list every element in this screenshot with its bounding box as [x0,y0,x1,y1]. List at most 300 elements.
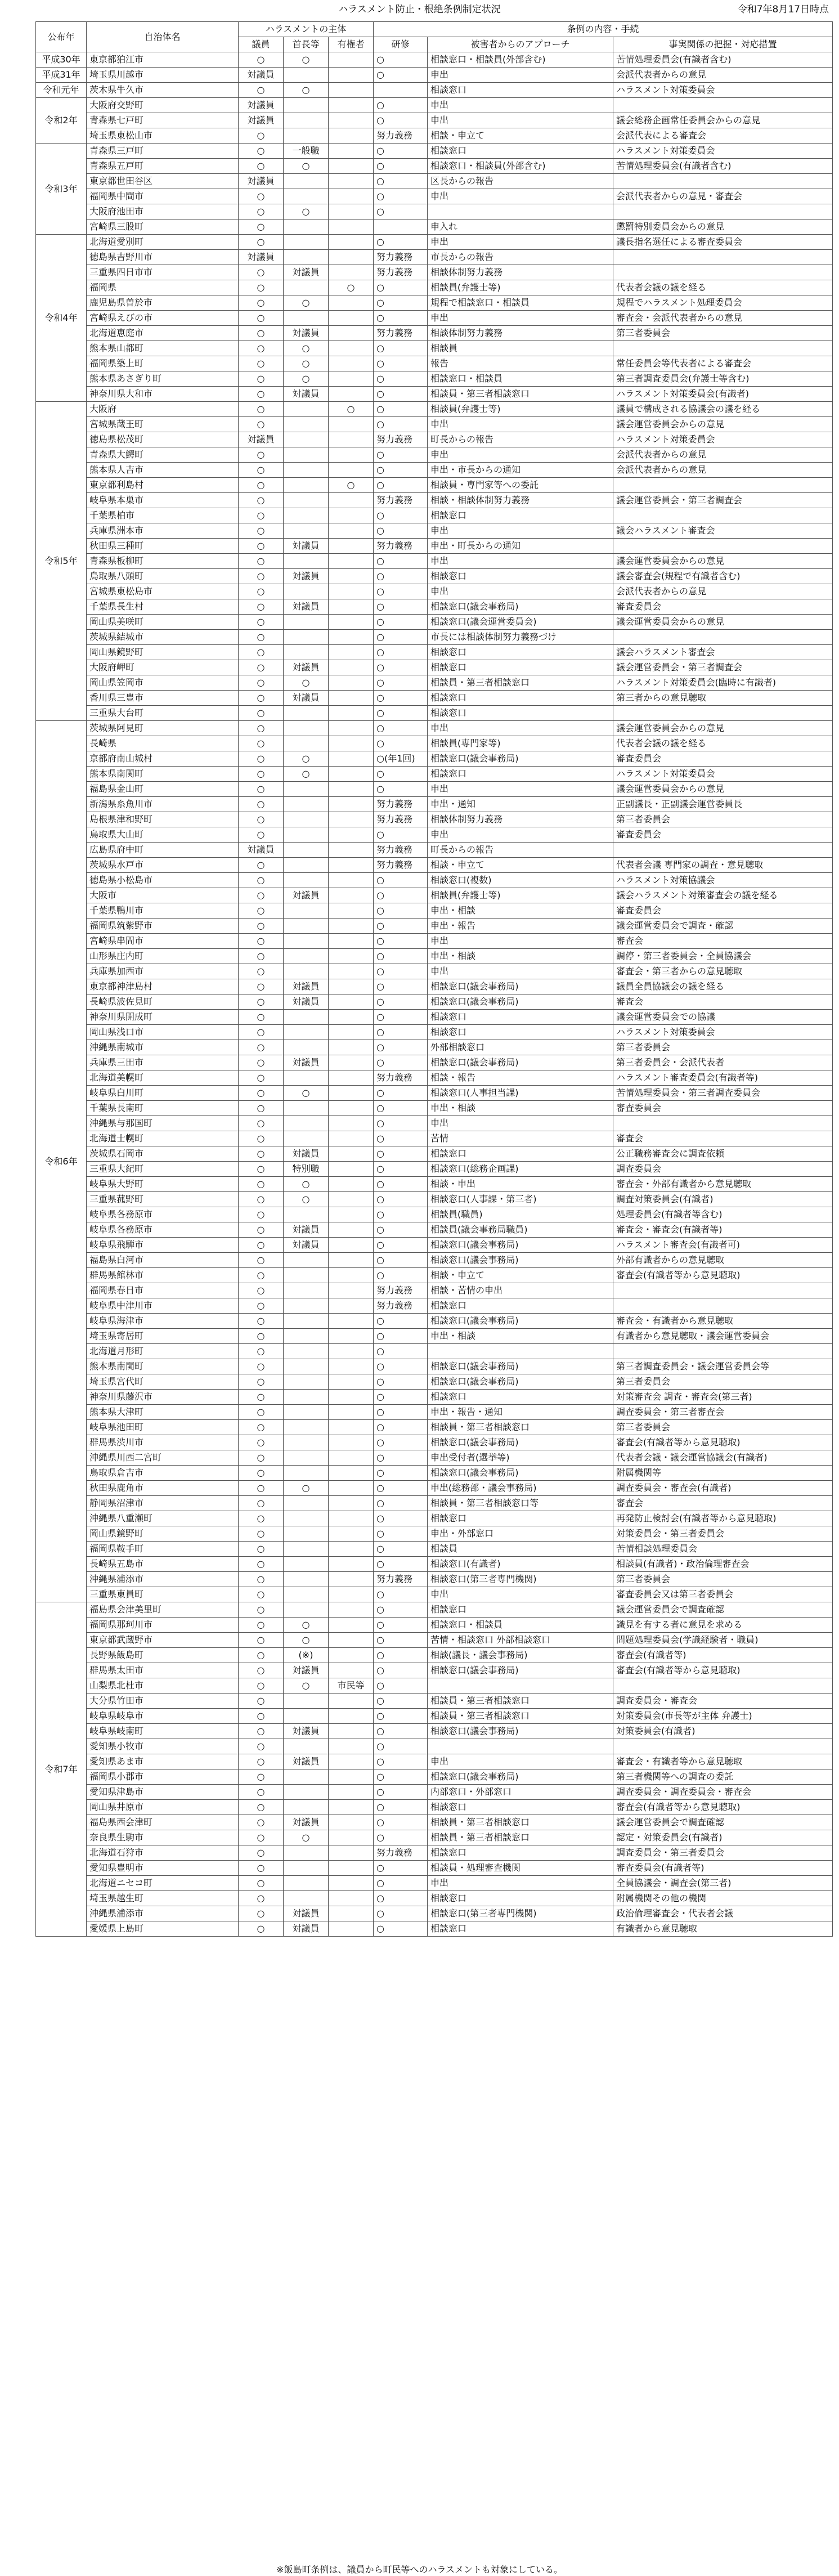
response-cell: 審査会(有識者等から意見聴取) [613,1435,833,1450]
shucho-cell [284,858,329,873]
table-row [36,979,833,994]
shucho-cell: 対議員 [284,994,329,1010]
ordinance-table [35,21,833,1937]
response-cell: 第三者委員会 [613,1040,833,1055]
table-row [36,1146,833,1162]
shucho-cell: 対議員 [284,569,329,584]
approach-cell: 相談窓口(議会事務局) [428,994,613,1010]
giin-cell: ○ [239,417,284,432]
approach-cell: 申出 [428,782,613,797]
response-cell: 有識者から意見聴取・議会運営委員会 [613,1329,833,1344]
kenshu-cell: ○ [374,1040,428,1055]
kenshu-cell: ○ [374,569,428,584]
response-cell: 審査委員会 [613,751,833,767]
table-row [36,858,833,873]
municipality-cell: 東京都世田谷区 [87,174,239,189]
municipality-cell: 東京都神津島村 [87,979,239,994]
approach-cell: 申出 [428,68,613,83]
yukensha-cell [329,1420,374,1435]
kenshu-cell: ○ [374,782,428,797]
yukensha-cell [329,128,374,144]
municipality-cell: 岐阜県本巣市 [87,493,239,508]
giin-cell: ○ [239,1298,284,1314]
giin-cell: ○ [239,751,284,767]
kenshu-cell: ○ [374,1800,428,1815]
table-row [36,615,833,630]
municipality-cell: 大阪市 [87,888,239,903]
yukensha-cell [329,1633,374,1648]
approach-cell: 相談員・第三者相談窓口 [428,1709,613,1724]
municipality-cell: 青森県大鰐町 [87,447,239,463]
response-cell: 審査会 [613,934,833,949]
yukensha-cell [329,1405,374,1420]
kenshu-cell: ○ [374,1314,428,1329]
shucho-cell [284,615,329,630]
approach-cell: 申出 [428,235,613,250]
giin-cell: ○ [239,1739,284,1754]
giin-cell: ○ [239,219,284,235]
kenshu-cell: ○ [374,1405,428,1420]
kenshu-cell: ○ [374,1146,428,1162]
kenshu-cell: ○ [374,767,428,782]
table-row [36,52,833,68]
shucho-cell [284,1253,329,1268]
shucho-cell: 特別職 [284,1162,329,1177]
table-row [36,1283,833,1298]
municipality-cell: 群馬県館林市 [87,1268,239,1283]
giin-cell: ○ [239,706,284,721]
response-cell: 議員全員協議会の議を経る [613,979,833,994]
approach-cell: 相談員 [428,341,613,356]
kenshu-cell: ○ [374,645,428,660]
shucho-cell: ○ [284,1618,329,1633]
giin-cell: ○ [239,1131,284,1146]
approach-cell: 相談窓口 [428,660,613,675]
response-cell: ハラスメント対策委員会 [613,1025,833,1040]
approach-cell: 相談窓口・相談員(外部含む) [428,159,613,174]
response-cell: 第三者委員会 [613,1572,833,1587]
year-cell: 令和3年 [36,144,87,235]
municipality-cell: 愛知県小牧市 [87,1739,239,1754]
yukensha-cell [329,98,374,113]
shucho-cell [284,1602,329,1618]
giin-cell: ○ [239,52,284,68]
approach-cell: 相談窓口 [428,691,613,706]
yukensha-cell [329,1724,374,1739]
table-row [36,1800,833,1815]
table-row [36,1481,833,1496]
shucho-cell: 対議員 [284,1906,329,1921]
kenshu-cell: ○ [374,523,428,539]
table-row [36,539,833,554]
municipality-cell: 岐阜県飛騨市 [87,1238,239,1253]
shucho-cell: 対議員 [284,1754,329,1769]
kenshu-cell: ○ [374,1876,428,1891]
response-cell: 会派代表者からの意見 [613,463,833,478]
response-cell: 議会ハラスメント対策審査会の議を経る [613,888,833,903]
municipality-cell: 福岡県中間市 [87,189,239,204]
response-cell: 審査会(有識者等) [613,1648,833,1663]
table-row [36,235,833,250]
yukensha-cell [329,1146,374,1162]
table-row [36,493,833,508]
municipality-cell: 北海道恵庭市 [87,326,239,341]
table-row [36,675,833,691]
approach-cell: 相談窓口(議会事務局) [428,1359,613,1374]
giin-cell: ○ [239,1405,284,1420]
yukensha-cell [329,1815,374,1830]
table-row [36,402,833,417]
kenshu-cell: ○ [374,979,428,994]
table-row [36,478,833,493]
municipality-cell: 三重県菰野町 [87,1192,239,1207]
yukensha-cell [329,1572,374,1587]
table-row [36,295,833,311]
table-row [36,1557,833,1572]
kenshu-cell: ○ [374,994,428,1010]
approach-cell: 申出 [428,964,613,979]
kenshu-cell: ○ [374,1238,428,1253]
approach-cell: 相談窓口(議会事務局) [428,1238,613,1253]
giin-cell: ○ [239,584,284,599]
yukensha-cell [329,736,374,751]
approach-cell: 申出 [428,1876,613,1891]
shucho-cell: 対議員 [284,326,329,341]
municipality-cell: 東京都武蔵野市 [87,1633,239,1648]
approach-cell: 相談窓口 [428,767,613,782]
shucho-cell: 対議員 [284,1222,329,1238]
yukensha-cell [329,174,374,189]
approach-cell: 申出・相談 [428,1101,613,1116]
approach-cell: 相談窓口 [428,1891,613,1906]
shucho-cell [284,1496,329,1511]
giin-cell: ○ [239,1283,284,1298]
kenshu-cell: ○ [374,1390,428,1405]
approach-cell: 相談窓口 [428,1390,613,1405]
approach-cell: 申出 [428,189,613,204]
approach-cell: 相談窓口・相談員 [428,1618,613,1633]
approach-cell: 報告 [428,356,613,371]
yukensha-cell [329,751,374,767]
yukensha-cell [329,782,374,797]
approach-cell: 相談・申立て [428,1268,613,1283]
giin-cell: ○ [239,508,284,523]
yukensha-cell [329,311,374,326]
yukensha-cell [329,1238,374,1253]
approach-cell: 相談窓口(議会事務局) [428,1055,613,1070]
shucho-cell [284,493,329,508]
approach-cell: 相談員・第三者相談窓口 [428,1830,613,1845]
approach-cell [428,1678,613,1694]
giin-cell: ○ [239,1040,284,1055]
table-row [36,1374,833,1390]
giin-cell: ○ [239,1177,284,1192]
yukensha-cell [329,523,374,539]
kenshu-cell: ○ [374,584,428,599]
approach-cell: 相談窓口 [428,1800,613,1815]
response-cell: 附属機関等 [613,1466,833,1481]
giin-cell: ○ [239,1876,284,1891]
municipality-cell: 静岡県沼津市 [87,1496,239,1511]
giin-cell: ○ [239,1800,284,1815]
municipality-cell: 北海道月形町 [87,1344,239,1359]
response-cell: 第三者委員会・会派代表者 [613,1055,833,1070]
municipality-cell: 沖縄県浦添市 [87,1906,239,1921]
table-row [36,554,833,569]
yukensha-cell [329,1268,374,1283]
shucho-cell [284,1131,329,1146]
shucho-cell: ○ [284,295,329,311]
approach-cell: 相談窓口 [428,144,613,159]
kenshu-cell: ○ [374,1192,428,1207]
year-cell: 令和2年 [36,98,87,144]
kenshu-cell: ○ [374,1055,428,1070]
approach-cell: 市長には相談体制努力義務づけ [428,630,613,645]
shucho-cell: ○ [284,1678,329,1694]
giin-cell: ○ [239,1146,284,1162]
municipality-cell: 福岡県筑紫野市 [87,919,239,934]
response-cell: 相談員(有識者)・政治倫理審査会 [613,1557,833,1572]
approach-cell: 相談窓口 [428,508,613,523]
giin-cell: ○ [239,265,284,280]
kenshu-cell: ○ [374,630,428,645]
shucho-cell: (※) [284,1648,329,1663]
municipality-cell: 三重県東員町 [87,1587,239,1602]
response-cell: 常任委員会等代表者による審査会 [613,356,833,371]
approach-cell: 相談窓口 [428,1298,613,1314]
shucho-cell [284,1359,329,1374]
kenshu-cell: ○ [374,1177,428,1192]
response-cell: 調査委員会・第三者審査会 [613,1405,833,1420]
approach-cell: 相談窓口 [428,83,613,98]
shucho-cell: 一般職 [284,144,329,159]
municipality-cell: 岡山県美咲町 [87,615,239,630]
table-row [36,1359,833,1374]
kenshu-cell: ○ [374,1010,428,1025]
response-cell: 議会総務企画常任委員会からの意見 [613,113,833,128]
kenshu-cell: ○ [374,949,428,964]
table-row [36,767,833,782]
giin-cell: ○ [239,1481,284,1496]
approach-cell: 相談・申出 [428,1177,613,1192]
yukensha-cell [329,1010,374,1025]
table-row [36,1845,833,1861]
approach-cell: 申出・報告 [428,919,613,934]
yukensha-cell [329,493,374,508]
table-row [36,706,833,721]
yukensha-cell [329,554,374,569]
response-cell: 調査委員会・審査会(有識者) [613,1481,833,1496]
response-cell: 識見を有する者に意見を求める [613,1618,833,1633]
giin-cell: ○ [239,1450,284,1466]
response-cell [613,706,833,721]
giin-cell: ○ [239,934,284,949]
year-cell: 平成31年 [36,68,87,83]
giin-cell: ○ [239,83,284,98]
yukensha-cell [329,1861,374,1876]
shucho-cell [284,1785,329,1800]
response-cell: 第三者委員会 [613,812,833,827]
table-row [36,1177,833,1192]
header-kenshu: 研修 [374,37,428,52]
shucho-cell [284,1557,329,1572]
municipality-cell: 千葉県長生村 [87,599,239,615]
shucho-cell [284,812,329,827]
yukensha-cell [329,1025,374,1040]
municipality-cell: 熊本県大津町 [87,1405,239,1420]
response-cell [613,508,833,523]
kenshu-cell: ○ [374,660,428,675]
yukensha-cell [329,417,374,432]
giin-cell: ○ [239,1663,284,1678]
approach-cell: 相談窓口(人事課・第三者) [428,1192,613,1207]
table-row [36,630,833,645]
giin-cell: ○ [239,1314,284,1329]
approach-cell: 相談窓口(議会事務局) [428,1663,613,1678]
response-cell: 処理委員会(有識者等含む) [613,1207,833,1222]
kenshu-cell: ○ [374,1207,428,1222]
approach-cell: 相談員・第三者相談窓口 [428,1420,613,1435]
response-cell: 審査会(有識者等から意見聴取) [613,1268,833,1283]
municipality-cell: 青森県七戸町 [87,113,239,128]
yukensha-cell [329,1587,374,1602]
giin-cell: ○ [239,615,284,630]
shucho-cell [284,402,329,417]
approach-cell: 申出 [428,584,613,599]
response-cell: 議会運営委員会・第三者調査会 [613,493,833,508]
table-row [36,1921,833,1937]
approach-cell: 相談員(職員) [428,1207,613,1222]
shucho-cell: 対議員 [284,691,329,706]
giin-cell: ○ [239,767,284,782]
giin-cell: ○ [239,888,284,903]
giin-cell: ○ [239,371,284,387]
table-row [36,843,833,858]
kenshu-cell: ○ [374,1587,428,1602]
municipality-cell: 岐阜県岐阜市 [87,1709,239,1724]
response-cell: 審査委員会又は第三者委員会 [613,1587,833,1602]
giin-cell: ○ [239,1542,284,1557]
approach-cell: 相談窓口(総務企画課) [428,1162,613,1177]
response-cell: 議会運営委員会からの意見 [613,721,833,736]
kenshu-cell: ○ [374,1253,428,1268]
table-row [36,782,833,797]
approach-cell: 相談窓口・相談員 [428,371,613,387]
yukensha-cell [329,1906,374,1921]
table-row [36,1678,833,1694]
shucho-cell: ○ [284,675,329,691]
response-cell: 議会運営委員会での協議 [613,1010,833,1025]
giin-cell: ○ [239,1496,284,1511]
municipality-cell: 青森県三戸町 [87,144,239,159]
giin-cell: ○ [239,1010,284,1025]
yukensha-cell [329,1055,374,1070]
response-cell: 規程でハラスメント処理委員会 [613,295,833,311]
municipality-cell: 北海道士幌町 [87,1131,239,1146]
approach-cell: 相談窓口(議会事務局) [428,599,613,615]
yukensha-cell [329,812,374,827]
kenshu-cell: 努力義務 [374,250,428,265]
approach-cell: 申出・相談 [428,1329,613,1344]
year-cell: 令和元年 [36,83,87,98]
municipality-cell: 青森県五戸町 [87,159,239,174]
approach-cell: 申出 [428,417,613,432]
kenshu-cell: ○ [374,1754,428,1769]
giin-cell: 対議員 [239,68,284,83]
kenshu-cell: ○ [374,1435,428,1450]
response-cell: 第三者からの意見聴取 [613,691,833,706]
shucho-cell [284,873,329,888]
response-cell: ハラスメント対策委員会(臨時に有識者) [613,675,833,691]
approach-cell [428,1344,613,1359]
table-row [36,691,833,706]
table-row [36,1116,833,1131]
response-cell [613,1344,833,1359]
yukensha-cell [329,645,374,660]
table-row [36,1891,833,1906]
table-row [36,417,833,432]
kenshu-cell: ○ [374,903,428,919]
approach-cell: 相談窓口(議会事務局) [428,751,613,767]
municipality-cell: 大阪府岬町 [87,660,239,675]
table-row [36,1207,833,1222]
approach-cell: 相談窓口(議会事務局) [428,1435,613,1450]
shucho-cell: 対議員 [284,599,329,615]
approach-cell: 相談(議長・議会事務局) [428,1648,613,1663]
giin-cell: ○ [239,1025,284,1040]
kenshu-cell: ○ [374,159,428,174]
giin-cell: ○ [239,1359,284,1374]
approach-cell: 相談員(弁護士等) [428,402,613,417]
giin-cell: ○ [239,645,284,660]
response-cell: 対策委員会(有識者) [613,1724,833,1739]
response-cell: 審査会 [613,994,833,1010]
approach-cell: 相談員・第三者相談窓口 [428,1815,613,1830]
municipality-cell: 福岡県鞍手町 [87,1542,239,1557]
table-row [36,508,833,523]
approach-cell: 申出 [428,523,613,539]
response-cell: 議会運営委員会で調査確認 [613,1815,833,1830]
yukensha-cell [329,189,374,204]
response-cell: 苦情処理委員会(有識者含む) [613,52,833,68]
table-row [36,250,833,265]
giin-cell: ○ [239,812,284,827]
approach-cell: 苦情 [428,1131,613,1146]
municipality-cell: 新潟県糸魚川市 [87,797,239,812]
table-row [36,1344,833,1359]
table-row [36,812,833,827]
giin-cell: ○ [239,1055,284,1070]
municipality-cell: 沖縄県八重瀬町 [87,1511,239,1526]
as-of-date: 令和7年8月17日時点 [737,4,829,15]
shucho-cell: 対議員 [284,1815,329,1830]
approach-cell: 相談・報告 [428,1070,613,1086]
approach-cell: 申出 [428,1116,613,1131]
shucho-cell: 対議員 [284,1055,329,1070]
response-cell: 第三者調査委員会・議会運営委員会等 [613,1359,833,1374]
shucho-cell: ○ [284,1192,329,1207]
municipality-cell: 宮城県東松島市 [87,584,239,599]
shucho-cell [284,1314,329,1329]
kenshu-cell: ○ [374,1162,428,1177]
table-row [36,1010,833,1025]
municipality-cell: 熊本県山都町 [87,341,239,356]
response-cell: 議会運営委員会・第三者調査会 [613,660,833,675]
yukensha-cell [329,1253,374,1268]
approach-cell: 相談・苦情の申出 [428,1283,613,1298]
shucho-cell: ○ [284,341,329,356]
shucho-cell [284,250,329,265]
